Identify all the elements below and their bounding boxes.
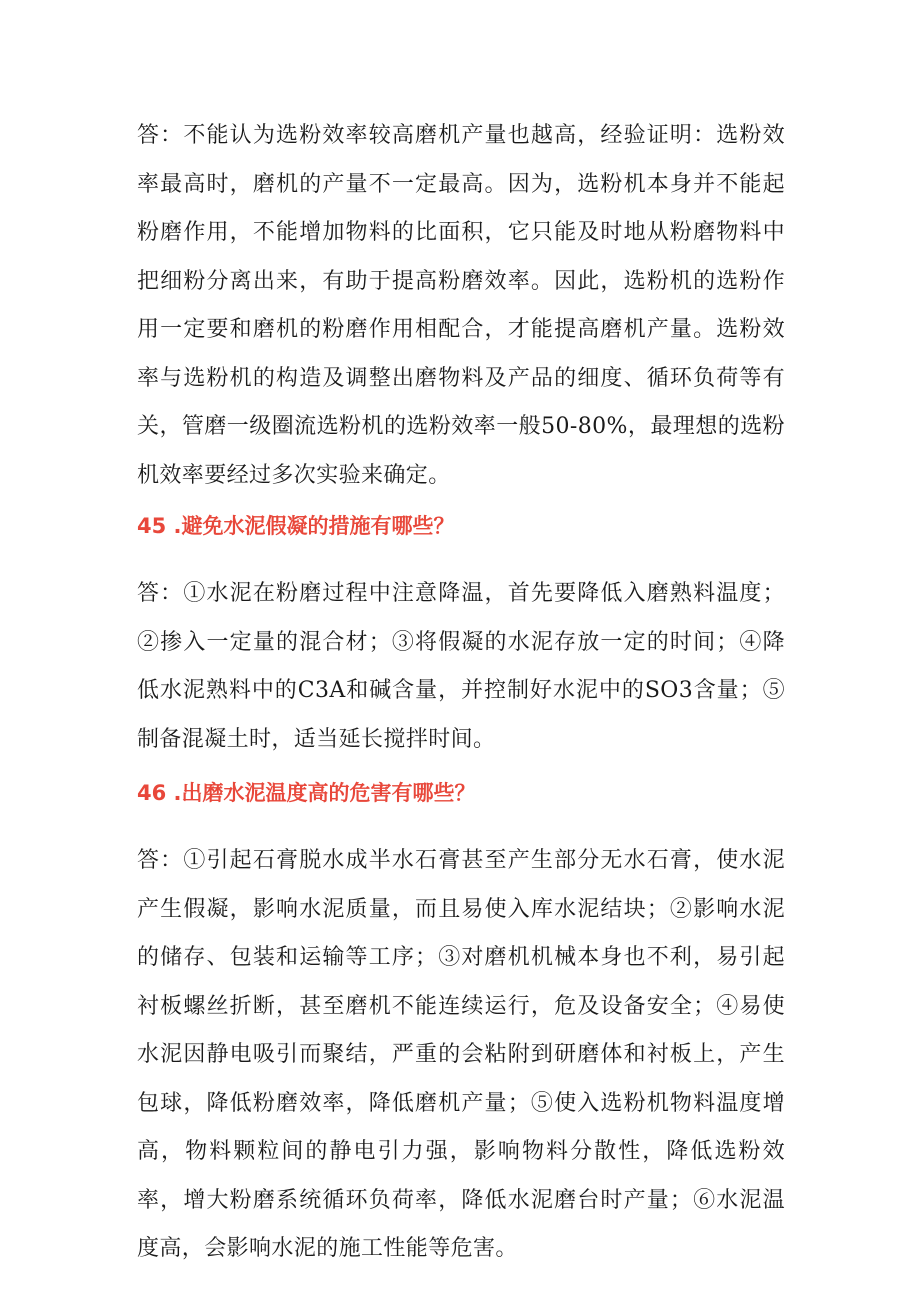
answer-44-paragraph: 答：不能认为选粉效率较高磨机产量也越高，经验证明：选粉效率最高时，磨机的产量不一定最高。因为，选粉机本身并不能起粉磨作用，不能增加物料的比面积，它只能及时地从粉磨物料中把细粉分离出来，有助于提高粉磨效率。因此，选粉机的选粉作用一定要和磨机的粉磨作用相配合，才能提高磨机产量。选粉效率与选粉机的构造及调整出磨物料及产品的细度、循环负荷等有关，管磨一级圈流选粉机的选粉效率一般50-80%，最理想的选粉机效率要经过多次实验来确定。 [137,123,785,488]
question-46-heading: 46 .出磨水泥温度高的危害有哪些？ [137,781,476,805]
answer-46-paragraph: 答：①引起石膏脱水成半水石膏甚至产生部分无水石膏，使水泥产生假凝，影响水泥质量，而且易使入库水泥结块；②影响水泥的储存、包装和运输等工序；③对磨机机械本身也不利，易引起衬板螺丝折断，甚至磨机不能连续运行，危及设备安全；④易使水泥因静电吸引而聚结，严重的会粘附到研磨体和衬板上，产生包球，降低粉磨效率，降低磨机产量；⑤使入选粉机物料温度增高，物料颗粒间的静电引力强，影响物料分散性，降低选粉效率，增大粉磨系统循环负荷率，降低水泥磨台时产量；⑥水泥温度高，会影响水泥的施工性能等危害。 [137,848,785,1261]
document-page [137,112,785,1274]
answer-45-paragraph: 答：①水泥在粉磨过程中注意降温，首先要降低入磨熟料温度；②掺入一定量的混合材；③将假凝的水泥存放一定的时间；④降低水泥熟料中的C3A和碱含量，并控制好水泥中的SO3含量；⑤制备混凝土时，适当延长搅拌时间。 [137,581,785,752]
question-45-heading: 45 .避免水泥假凝的措施有哪些？ [137,514,455,538]
